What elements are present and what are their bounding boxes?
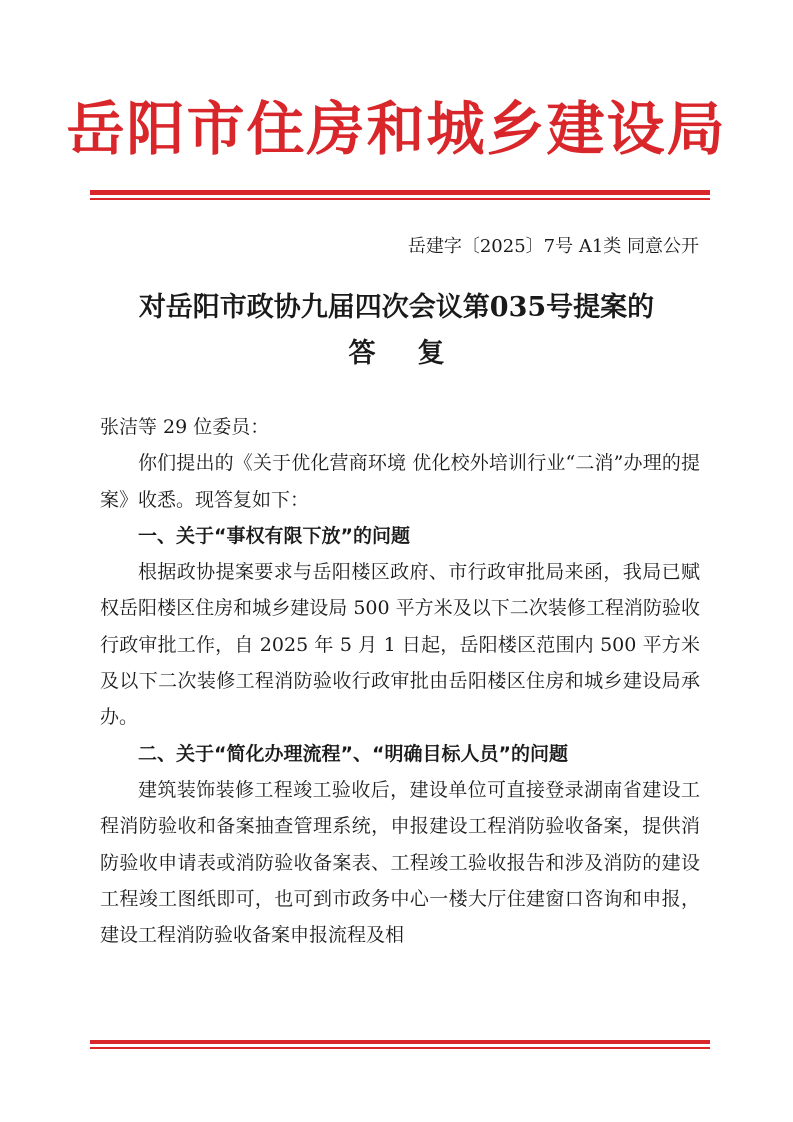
section-heading-1: 一、关于“事权有限下放”的问题 (138, 524, 410, 547)
document-title-line-1: 对岳阳市政协九届四次会议第035号提案的 (138, 292, 655, 323)
footer-rule-thick (90, 1040, 710, 1044)
section-heading-2: 二、关于“简化办理流程”、“明确目标人员”的问题 (138, 742, 568, 765)
masthead-org-name: 岳阳市住房和城乡建设局 (66, 95, 727, 163)
document-title-line-2: 答复 (348, 338, 487, 369)
document-body (100, 409, 700, 953)
masthead-rule-thin (90, 198, 710, 200)
section-paragraph-1: 根据政协提案要求与岳阳楼区政府、市行政审批局来函，我局已赋权岳阳楼区住房和城乡建设局 500 平方米及以下二次装修工程消防验收行政审批工作，自 2025 年 5 月 1 日起，岳阳楼区范围内 500 平方米及以下二次装修工程消防验收行政审批由岳阳楼区住房和城乡建设局承办。 (100, 561, 700, 729)
masthead-rule-thick (90, 190, 710, 195)
document-number: 岳建字〔2025〕7号 A1类 同意公开 (407, 236, 699, 257)
intro-paragraph: 你们提出的《关于优化营商环境 优化校外培训行业“二消”办理的提案》收悉。现答复如下： (100, 452, 700, 511)
salutation: 张洁等 29 位委员： (100, 416, 270, 438)
section-paragraph-2: 建筑装饰装修工程竣工验收后，建设单位可直接登录湖南省建设工程消防验收和备案抽查管理系统，申报建设工程消防验收备案，提供消防验收申请表或消防验收备案表、工程竣工验收报告和涉及消防的建设工程竣工图纸即可，也可到市政务中心一楼大厅住建窗口咨询和申报，建设工程消防验收备案申报流程及相 (100, 778, 700, 947)
footer-rule-thin (90, 1047, 710, 1049)
